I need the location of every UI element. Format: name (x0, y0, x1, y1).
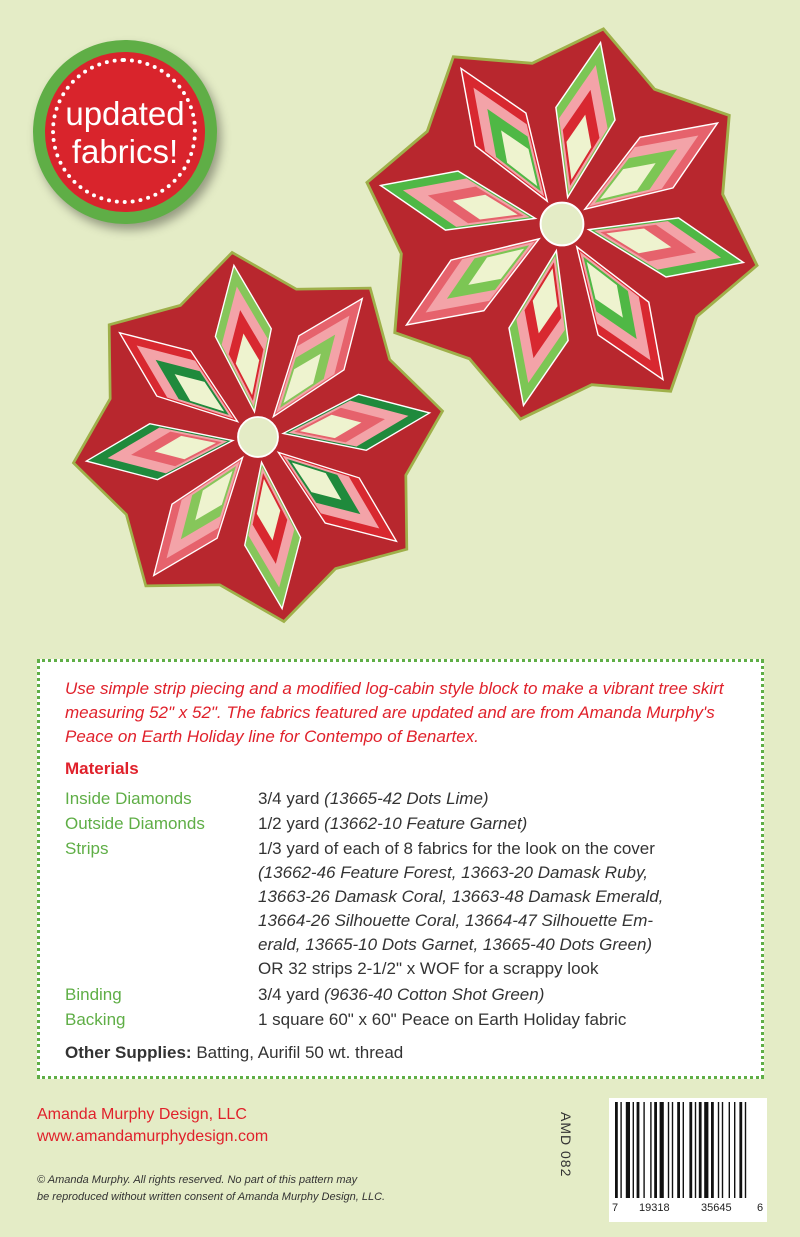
materials-heading: Materials (65, 759, 139, 778)
material-value: 3/4 yard (13665-42 Dots Lime) (258, 789, 489, 808)
material-label: Binding (65, 985, 122, 1004)
material-label: Strips (65, 839, 109, 858)
material-value: 1/2 yard (13662-10 Feature Garnet) (258, 814, 528, 833)
pattern-code: AMD 082 (558, 1112, 574, 1178)
barcode-digits: 19318 (639, 1202, 670, 1214)
badge-line-1: updated (65, 95, 185, 132)
material-label: Outside Diamonds (65, 814, 205, 833)
company-name: Amanda Murphy Design, LLC (37, 1106, 247, 1123)
barcode-digit: 6 (757, 1202, 764, 1214)
material-value: 3/4 yard (9636-40 Cotton Shot Green) (258, 985, 545, 1004)
barcode-digits: 35645 (701, 1202, 732, 1214)
material-value: 1 square 60" x 60" Peace on Earth Holiday fabric (258, 1010, 627, 1029)
tree-skirt-image-front (58, 237, 458, 637)
copyright-notice: © Amanda Murphy. All rights reserved. No part of this pattern may be reproduced without written consent of Amanda Murphy Design, LLC. (37, 1174, 386, 1203)
badge-line-2: fabrics! (71, 133, 179, 170)
intro-text: Use simple strip piecing and a modified log-cabin style block to make a vibrant tree skirt measuring 52" x 52". The fabrics featured are updated and are from Amanda Murphy's Peace on Earth Holiday line for Contempo of Benartex. (65, 679, 724, 746)
barcode (609, 1098, 767, 1222)
updated-fabrics-badge (33, 40, 217, 224)
material-label: Backing (65, 1010, 126, 1029)
website-link[interactable]: www.amandamurphydesign.com (37, 1128, 269, 1145)
barcode-digit: 7 (612, 1202, 619, 1214)
material-label: Inside Diamonds (65, 789, 192, 808)
material-value: 1/3 yard of each of 8 fabrics for the look on the cover (13662-46 Feature Forest, 13663-20 Damask Ruby, 13663-26 Damask Coral, 13663-48 Damask Emerald, 13664-26 Silhouette Coral, 13664-47 Silhouette Em- erald, 13665-10 Dots Garnet, 13665-40 Dots Green) OR 32 strips 2-1/2" x WOF for a scrappy look (258, 839, 664, 978)
other-supplies: Other Supplies: Batting, Aurifil 50 wt. thread (65, 1043, 404, 1062)
pattern-info-panel (37, 659, 764, 1079)
